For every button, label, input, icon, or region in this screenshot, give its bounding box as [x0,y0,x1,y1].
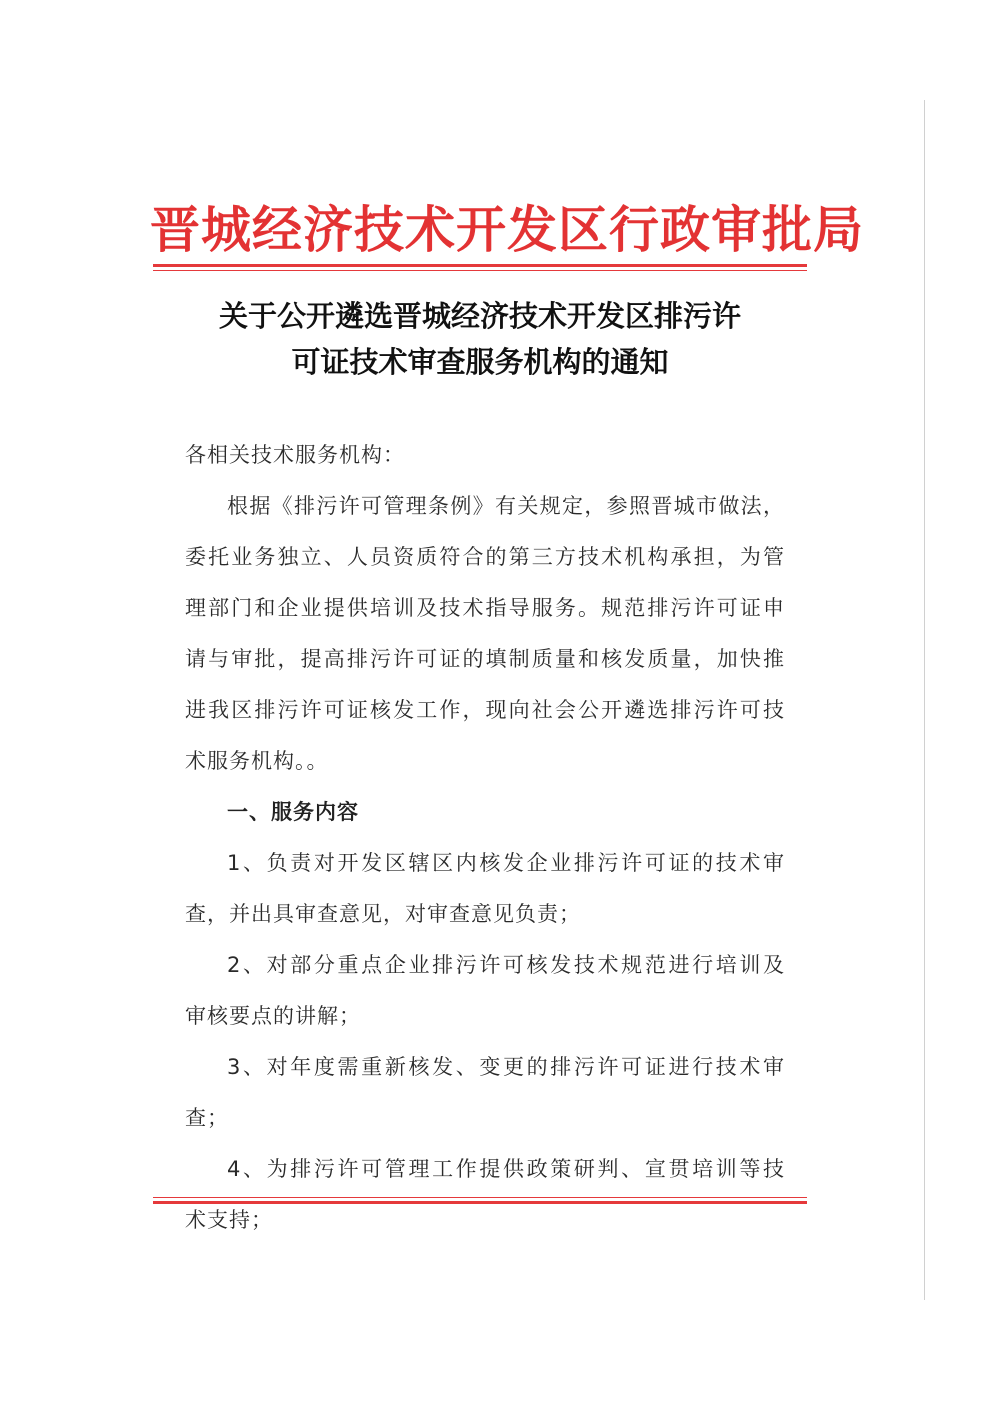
document-body [185,430,785,1246]
intro-line: 进我区排污许可证核发工作，现向社会公开遴选排污许可技 [185,698,785,722]
intro-line: 术服务机构。。 [185,749,329,773]
list-item-line: 查； [185,1106,229,1130]
list-item-line: 查，并出具审查意见，对审查意见负责； [185,902,581,926]
list-item-line: 3、对年度需重新核发、变更的排污许可证进行技术审 [227,1055,785,1079]
list-item-line: 1、负责对开发区辖区内核发企业排污许可证的技术审 [227,851,785,875]
section-heading: 一、服务内容 [227,800,359,824]
list-item-line: 审核要点的讲解； [185,1004,361,1028]
intro-line: 委托业务独立、人员资质符合的第三方技术机构承担，为管 [185,545,785,569]
red-rule-thick [153,264,807,267]
intro-line: 理部门和企业提供培训及技术指导服务。规范排污许可证申 [185,596,785,620]
document-title-line-1: 关于公开遴选晋城经济技术开发区排污许 [218,299,741,333]
salutation: 各相关技术服务机构： [185,443,405,467]
red-rule-thick [153,1201,807,1204]
intro-line: 请与审批，提高排污许可证的填制质量和核发质量，加快推 [185,647,785,671]
red-rule-thin [153,270,807,271]
list-item-line: 术支持； [185,1208,273,1232]
document-title-line-2: 可证技术审查服务机构的通知 [291,345,669,379]
footer-red-rule [153,1197,807,1204]
red-rule-thin [153,1197,807,1198]
letterhead-red-rule [153,264,807,271]
list-item-line: 4、为排污许可管理工作提供政策研判、宣贯培训等技 [227,1157,785,1181]
letterhead: 晋城经济技术开发区行政审批局 [150,200,864,259]
list-item-line: 2、对部分重点企业排污许可核发技术规范进行培训及 [227,953,785,977]
scan-edge-line [924,100,925,1300]
intro-line: 根据《排污许可管理条例》有关规定，参照晋城市做法， [227,494,785,518]
